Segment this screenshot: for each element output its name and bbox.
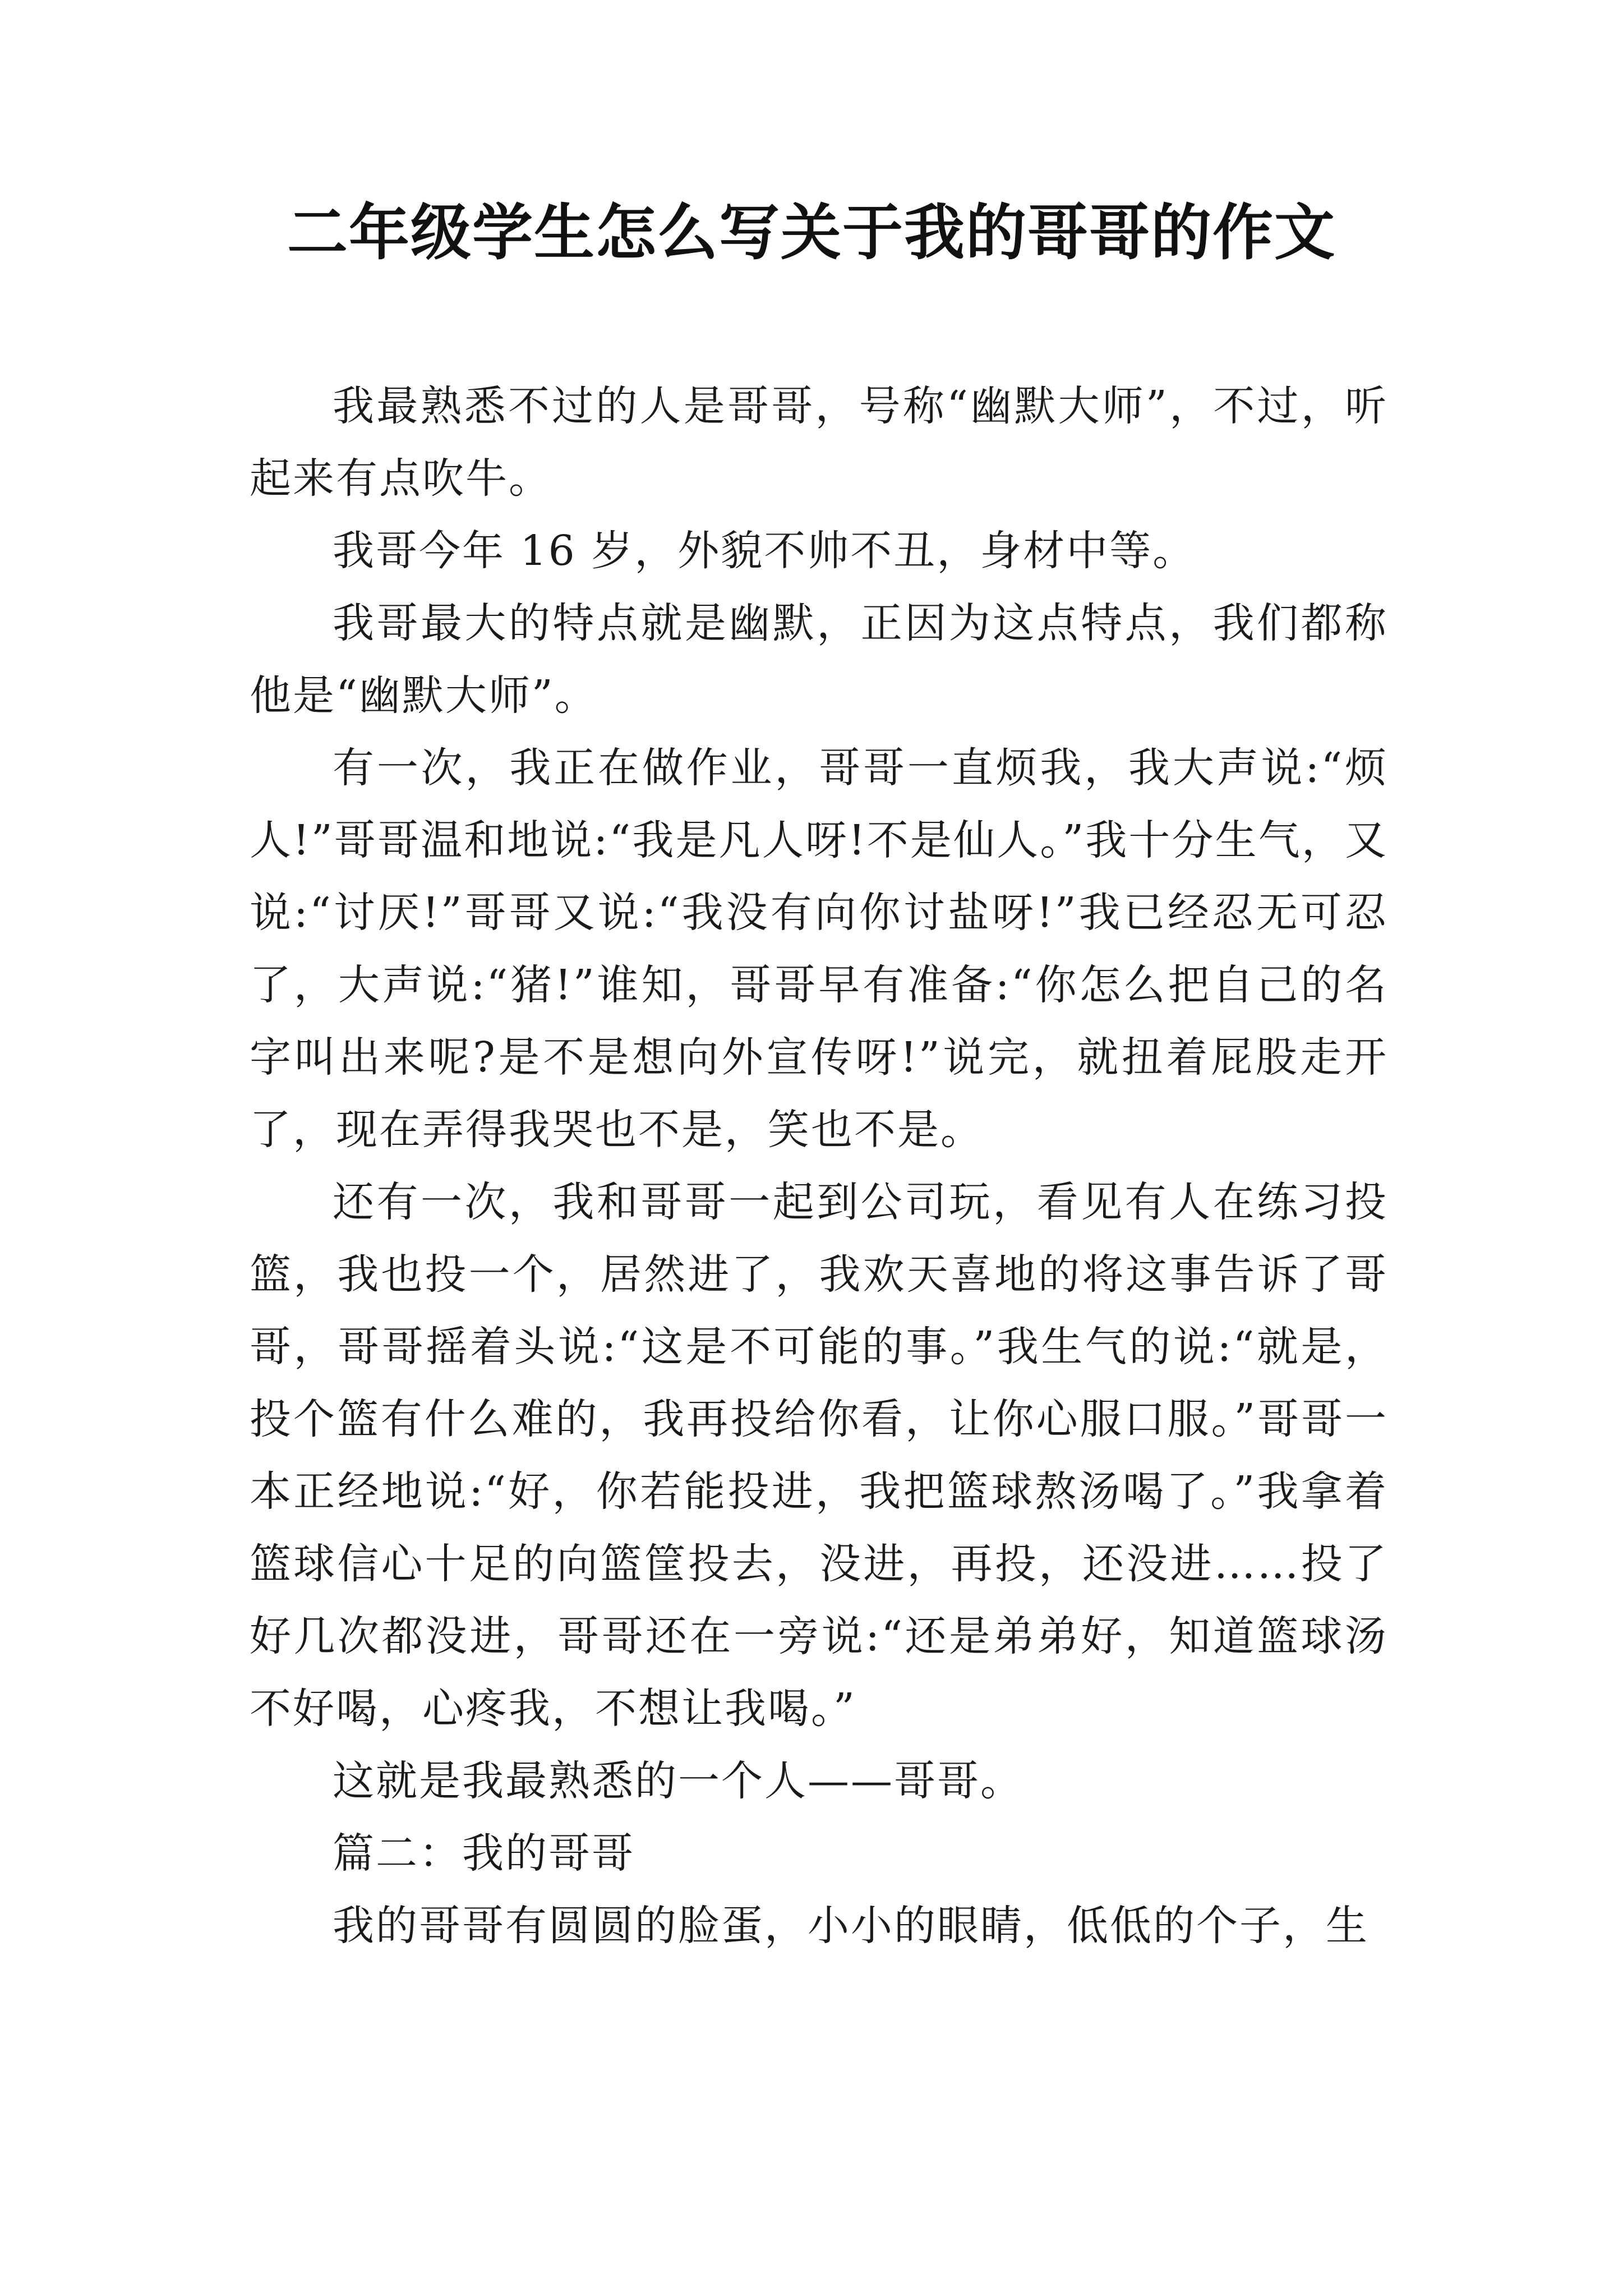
paragraph: 还有一次，我和哥哥一起到公司玩，看见有人在练习投篮，我也投一个，居然进了，我欢天喜地的将这事告诉了哥哥，哥哥摇着头说:“这是不可能的事。”我生气的说:“就是，投个篮有什么难的，我再投给你看，让你心服口服。”哥哥一本正经地说:“好，你若能投进，我把篮球熬汤喝了。”我拿着篮球信心十足的向篮筐投去，没进，再投，还没进……投了好几次都没进，哥哥还在一旁说:“还是弟弟好，知道篮球汤不好喝，心疼我，不想让我喝。” xyxy=(250,1178,1388,1733)
section-heading: 篇二：我的哥哥 xyxy=(333,1829,635,1878)
paragraph: 我的哥哥有圆圆的脸蛋，小小的眼睛，低低的个子，生 xyxy=(333,1902,1369,1950)
paragraph: 有一次，我正在做作业，哥哥一直烦我，我大声说:“烦人!”哥哥温和地说:“我是凡人呀!不是仙人。”我十分生气，又说:“讨厌!”哥哥又说:“我没有向你讨盐呀!”我已经忍无可忍了，大声说:“猪!”谁知，哥哥早有准备:“你怎么把自己的名字叫出来呢?是不是想向外宣传呀!”说完，就扭着屁股走开了，现在弄得我哭也不是，笑也不是。 xyxy=(250,744,1388,1154)
paragraph: 我哥最大的特点就是幽默，正因为这点特点，我们都称他是“幽默大师”。 xyxy=(250,599,1388,720)
paragraph: 我最熟悉不过的人是哥哥，号称“幽默大师”，不过，听起来有点吹牛。 xyxy=(250,382,1388,503)
paragraph: 我哥今年 16 岁，外貌不帅不丑，身材中等。 xyxy=(333,527,1196,575)
document-title: 二年级学生怎么写关于我的哥哥的作文 xyxy=(287,197,1336,268)
paragraph: 这就是我最熟悉的一个人——哥哥。 xyxy=(333,1757,1023,1805)
document-body xyxy=(250,370,1388,1962)
